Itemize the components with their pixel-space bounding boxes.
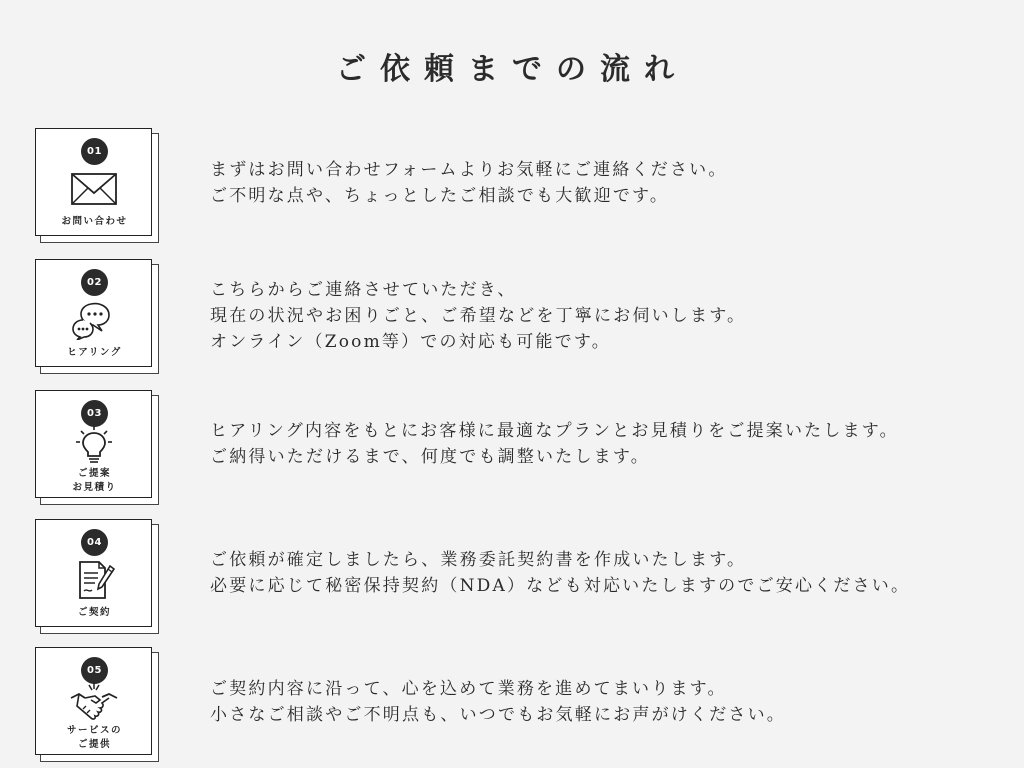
lightbulb-icon [69,425,119,465]
chat-bubbles-icon [69,300,119,340]
card-front [35,519,152,627]
step-label: サービスの ご提供 [66,725,122,750]
step-1 [35,128,995,243]
step-2 [35,259,995,374]
step-card [35,647,159,762]
step-description: ご契約内容に沿って、心を込めて業務を進めてまいります。 小さなご相談やご不明点も、いつでもお気軽にお声がけください。 [210,679,786,725]
page-title: ご依頼までの流れ [336,52,688,87]
step-label: ご契約 [77,607,111,618]
envelope-icon [69,169,119,209]
step-number-badge: 03 [81,400,108,427]
step-number-badge: 05 [81,657,108,684]
step-card [35,259,159,374]
handshake-icon [69,682,119,722]
step-number-badge: 04 [81,529,108,556]
card-front [35,390,152,498]
step-5 [35,647,995,762]
card-front [35,128,152,236]
card-front [35,647,152,755]
step-label: お問い合わせ [61,216,128,227]
step-number-badge: 01 [81,138,108,165]
step-description: ご依頼が確定しましたら、業務委託契約書を作成いたします。 必要に応じて秘密保持契約（NDA）なども対応いたしますのでご安心ください。 [210,550,911,596]
card-front [35,259,152,367]
step-3 [35,390,995,505]
step-card [35,128,159,243]
step-description: こちらからご連絡させていただき、 現在の状況やお困りごと、ご希望などを丁寧にお伺いします。 オンライン（Zoom等）での対応も可能です。 [210,280,747,352]
step-label: ヒアリング [67,347,122,358]
step-description: まずはお問い合わせフォームよりお気軽にご連絡ください。 ご不明な点や、ちょっとしたご相談でも大歓迎です。 [210,160,728,206]
step-label: ご提案 お見積り [72,468,117,493]
step-4 [35,519,995,634]
step-card [35,390,159,505]
step-card [35,519,159,634]
step-description: ヒアリング内容をもとにお客様に最適なプランとお見積りをご提案いたします。 ご納得いただけるまで、何度でも調整いたします。 [210,421,899,467]
step-number-badge: 02 [81,269,108,296]
contract-pen-icon [69,560,119,600]
